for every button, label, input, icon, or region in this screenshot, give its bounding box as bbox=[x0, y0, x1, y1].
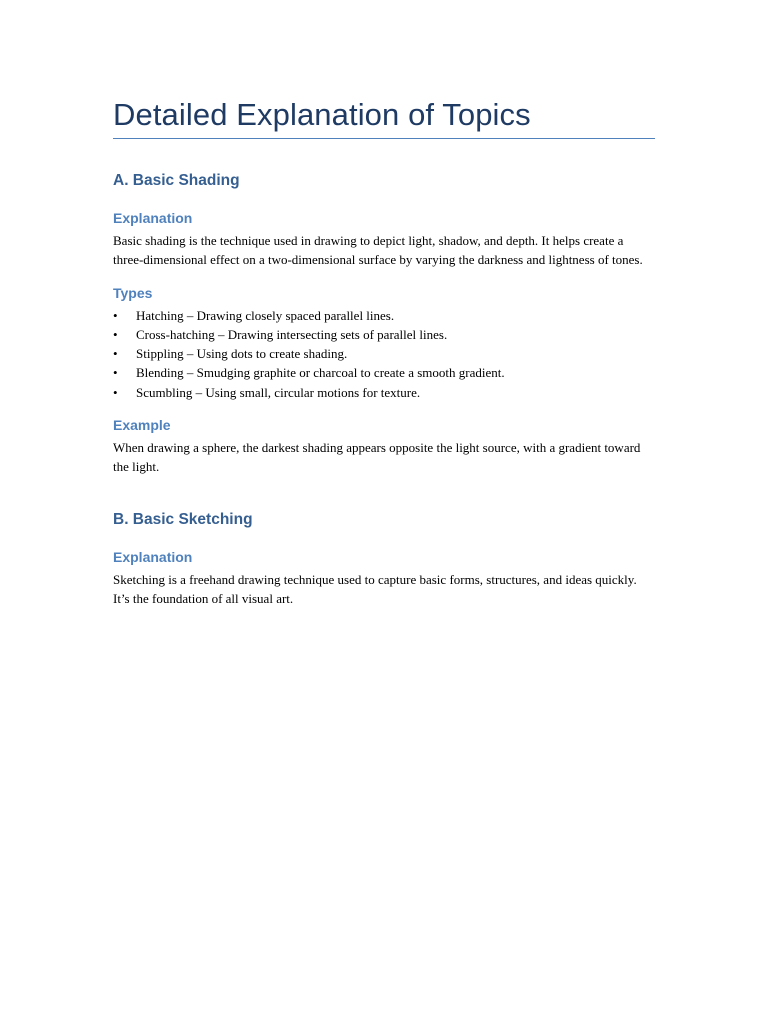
list-item-text: Scumbling – Using small, circular motions for texture. bbox=[136, 384, 421, 400]
list-item-text: Stippling – Using dots to create shading. bbox=[136, 346, 348, 362]
paragraph-explanation: Basic shading is the technique used in drawing to depict light, shadow, and depth. It helps create a three-dimensional effect on a two-dimensional surface by varying the darkness and lightness of tones. bbox=[113, 233, 643, 268]
subheading-example: Example bbox=[113, 417, 171, 434]
paragraph-example: When drawing a sphere, the darkest shading appears opposite the light source, with a gradient toward the light. bbox=[113, 440, 641, 475]
title-underline-rule bbox=[113, 138, 655, 139]
list-item bbox=[113, 383, 655, 402]
list-item bbox=[113, 344, 655, 363]
document-body bbox=[113, 96, 655, 608]
list-item-text: Blending – Smudging graphite or charcoal to create a smooth gradient. bbox=[136, 365, 505, 381]
document-title: Detailed Explanation of Topics bbox=[113, 97, 531, 132]
subheading-types: Types bbox=[113, 284, 153, 301]
bullet-icon: • bbox=[113, 365, 118, 381]
bullet-icon: • bbox=[113, 326, 118, 342]
section-heading-basic-shading: A. Basic Shading bbox=[113, 172, 240, 189]
types-list bbox=[113, 306, 655, 402]
bullet-icon: • bbox=[113, 307, 118, 323]
list-item-text: Cross-hatching – Drawing intersecting sets of parallel lines. bbox=[136, 326, 448, 342]
subheading-explanation: Explanation bbox=[113, 548, 193, 565]
list-item bbox=[113, 325, 655, 344]
section-basic-sketching bbox=[113, 510, 655, 609]
paragraph-explanation: Sketching is a freehand drawing technique used to capture basic forms, structures, and ideas quickly. It’s the foundation of all visual art. bbox=[113, 571, 637, 606]
list-item-text: Hatching – Drawing closely spaced parallel lines. bbox=[136, 307, 395, 323]
bullet-icon: • bbox=[113, 384, 118, 400]
section-basic-shading bbox=[113, 171, 655, 477]
subheading-explanation: Explanation bbox=[113, 210, 193, 226]
bullet-icon: • bbox=[113, 346, 118, 362]
list-item bbox=[113, 306, 655, 325]
list-item bbox=[113, 363, 655, 382]
section-heading-basic-sketching: B. Basic Sketching bbox=[113, 510, 253, 528]
